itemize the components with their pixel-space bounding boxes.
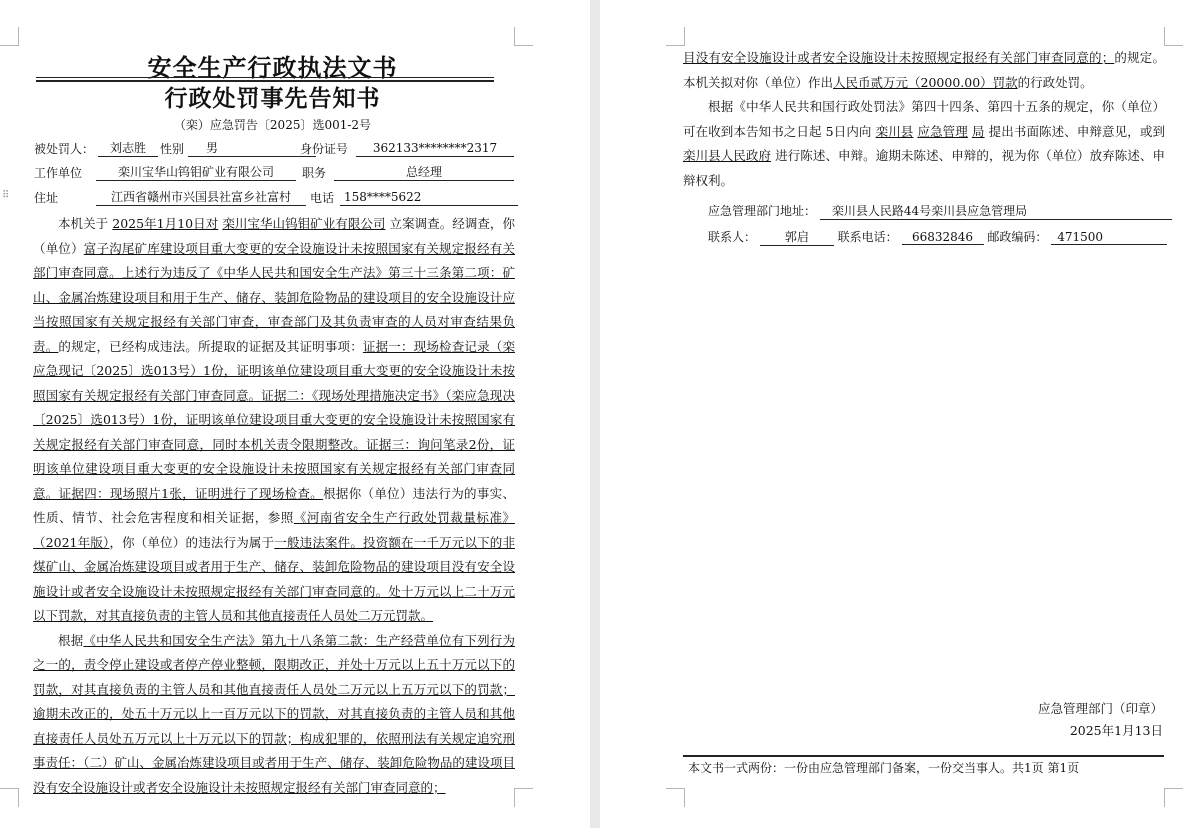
contact-person-row — [708, 228, 1167, 246]
crop-mark — [666, 788, 685, 807]
crop-mark — [0, 27, 19, 46]
crop-mark — [1164, 27, 1183, 46]
label-postcode: 邮政编码： — [987, 230, 1048, 244]
postcode: 471500 — [1051, 230, 1167, 245]
body-text-right — [683, 46, 1165, 193]
label-id-number: 身份证号 — [300, 142, 349, 156]
label-phone: 电话 — [310, 191, 335, 205]
label-party-name: 被处罚人： — [34, 142, 95, 156]
crop-mark — [0, 788, 19, 807]
paragraph-rights: 根据《中华人民共和国行政处罚法》第四十四条、第四十五条的规定，你（单位）可在收到本告知书之日起 5日内向 栾川县 应急管理 局 提出书面陈述、申辩意见，或到 栾川县人民政府 进行陈述、申辩。逾期未陈述、申辩的，视为你（单位）放弃陈述、申辩权利。 — [683, 99, 1165, 188]
footer-note: 本文书一式两份：一份由应急管理部门备案，一份交当事人。共1页 第1页 — [688, 761, 1080, 775]
label-position: 职务 — [302, 166, 327, 180]
party-position[interactable]: 总经理 — [334, 164, 514, 181]
party-name[interactable]: 刘志胜 — [98, 140, 158, 157]
contact-address-row — [708, 202, 1172, 220]
party-row-unit — [34, 164, 514, 182]
paragraph-penalty: 目没有安全设施设计或者安全设施设计未按照规定报经有关部门审查同意的；的规定。本机关拟对你（单位）作出人民币贰万元（20000.00）罚款的行政处罚。 — [683, 50, 1165, 90]
label-gender: 性别 — [160, 142, 185, 156]
party-work-unit[interactable]: 栾川宝华山钨钼矿业有限公司 — [96, 164, 296, 181]
footer-rule — [683, 755, 1164, 757]
crop-mark — [666, 27, 685, 46]
party-gender[interactable]: 男 — [188, 140, 316, 157]
drag-handle-icon[interactable]: ⠿ — [2, 190, 10, 201]
title-rule — [36, 77, 494, 78]
crop-mark — [514, 788, 533, 807]
label-work-unit: 工作单位 — [34, 166, 83, 180]
issuer-seal-block — [1038, 698, 1163, 742]
party-id-number[interactable]: 362133********2317 — [356, 140, 514, 157]
body-text-left — [33, 212, 515, 800]
label-contact-phone: 联系电话： — [837, 230, 898, 244]
issue-date: 2025年1月13日 — [1069, 723, 1163, 738]
contact-phone: 66832846 — [902, 230, 984, 245]
crop-mark — [1164, 788, 1183, 807]
party-row-name — [34, 140, 514, 158]
agency-address: 栾川县人民路44号栾川县应急管理局 — [820, 202, 1172, 220]
paragraph-investigation: 本机关于 2025年1月10日对 栾川宝华山钨钼矿业有限公司 立案调查。经调查，你（单位）富子沟尾矿库建设项目重大变更的安全设施设计未按照国家有关规定报经有关部门审查同意。上述行为违反了《中华人民共和国安全生产法》第三十三条第二项：矿山、金属冶炼建设项目和用于生产、储存、装卸危险物品的建设项目的安全设施设计应当按照国家有关规定报经有关部门审查，审查部门及其负责审查的人员对审查结果负责。的规定，已经构成违法。所提取的证据及其证明事项：证据一：现场检查记录（栾应急现记〔2025〕选013号）1份，证明该单位建设项目重大变更的安全设施设计未按照国家有关规定报经有关部门审查同意。证据二：《现场处理措施决定书》（栾应急现决〔2025〕选013号）1份，证明该单位建设项目重大变更的安全设施设计未按照国家有关规定报经有关部门审查同意，同时本机关责令限期整改。证据三：询问笔录2份，证明该单位建设项目重大变更的安全设施设计未按照国家有关规定报经有关部门审查同意。证据四：现场照片1张，证明进行了现场检查。根据你（单位）违法行为的事实、性质、情节、社会危害程度和相关证据，参照《河南省安全生产行政处罚裁量标准》（2021年版），你（单位）的违法行为属于一般违法案件。投资额在一千万元以下的非煤矿山、金属冶炼建设项目或者用于生产、储存、装卸危险物品的建设项目没有安全设施设计或者安全设施设计未按照规定报经有关部门审查同意的。处十万元以上二十万元以下罚款，对其直接负责的主管人员和其他直接责任人员处二万元罚款。 — [33, 216, 515, 623]
label-agency-address: 应急管理部门地址： — [708, 204, 817, 218]
label-contact-person: 联系人： — [708, 230, 757, 244]
label-address: 住址 — [34, 191, 59, 205]
document-subtitle: 行政处罚事先告知书 — [164, 85, 381, 112]
paragraph-legal-basis: 根据《中华人民共和国安全生产法》第九十八条第二款：生产经营单位有下列行为之一的，责令停止建设或者停产停业整顿，限期改正，并处十万元以上五十万元以下的罚款，对其直接负责的主管人员和其他直接责任人员处二万元以上五万元以下的罚款；逾期未改正的，处五十万元以上一百万元以下的罚款，对其直接负责的主管人员和其他直接责任人员处五万元以上十万元以下的罚款；构成犯罪的，依照刑法有关规定追究刑事责任：（二）矿山、金属冶炼建设项目或者用于生产、储存、装卸危险物品的建设项目没有安全设施设计或者安全设施设计未按照规定报经有关部门审查同意的； — [33, 632, 515, 795]
document-page-left — [0, 0, 590, 828]
contact-person: 郭启 — [760, 228, 834, 246]
crop-mark — [514, 27, 533, 46]
document-number: （栾）应急罚告〔2025〕选001-2号 — [173, 118, 372, 132]
document-title: 安全生产行政执法文书 — [147, 53, 398, 82]
party-row-address — [34, 189, 514, 207]
party-address[interactable]: 江西省赣州市兴国县社富乡社富村 — [96, 189, 306, 206]
party-phone[interactable]: 158****5622 — [340, 189, 518, 206]
issuer-label: 应急管理部门（印章） — [1037, 701, 1163, 716]
